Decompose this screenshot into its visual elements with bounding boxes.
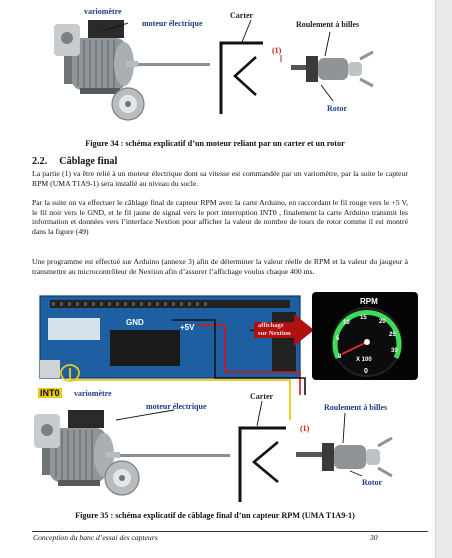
label-variometre-bottom: variomètre [74,389,112,398]
label-variometre-top: variomètre [84,7,122,16]
gauge-tick-15: 15 [360,315,367,321]
label-moteur-top: moteur électrique [142,19,203,28]
footer-title: Conception du banc d’essai des capteurs [33,533,158,542]
paragraph-3: Une programme est effectué sur Arduino (annexe 3) afin de déterminer la valeur réelle de RPM et la valeur du jaugeur à transmettre au microcontrôleur de Nextion afin d’assurer l’affichage voulus chaque 400 ms. [32,257,408,276]
page-number: 30 [370,533,378,542]
label-marker-bottom: (1) [300,424,310,433]
carter-shape-bottom [240,401,286,502]
label-roulement-bottom: Roulement à billes [324,403,388,412]
gauge-tick-20: 20 [379,319,386,325]
gauge-multiplier: X 100 [356,357,372,363]
figure-34-caption: Figure 34 : schéma explicatif d’un moteur reliant par un carter et un rotor [85,139,345,148]
vertical-scrollbar[interactable] [435,0,452,558]
label-affichage: affichage [258,322,284,329]
gauge-tick-10: 10 [343,320,350,326]
label-moteur-bottom: moteur électrique [146,402,207,411]
pulley-icon-bottom [105,461,139,495]
paragraph-2: Par la suite on va effectuer le câblage final de capteur RPM avec la carte Arduino, en raccordant le fil rouge vers le +5 V, le fil noir vers le GND, et le fil jaune de signal vers le port interruption INT0 , finalement la carte Arduino transmit les information et données vers l’interface Nextion pour afficher la valeur de nombre de tours de rotor comme il est montré dans la figure (49) [32,198,408,236]
gauge-title: RPM [360,297,378,306]
label-plus5v: +5V [180,323,195,332]
label-rotor-top: Rotor [327,104,347,113]
gauge-tick-5: 5 [336,336,340,342]
gauge-value: 0 [364,368,368,375]
label-marker-top: (1) [272,46,282,55]
figure-35-caption: Figure 35 : schéma explicatif de câblage final d’un capteur RPM (UMA T1A9-1) [75,511,355,520]
rotor-icon-bottom [296,413,392,476]
label-sur-nextion: sur Nextion [258,330,291,337]
gauge-tick-25: 25 [389,332,396,338]
label-rotor-bottom: Rotor [362,478,382,487]
shaft-bottom [120,454,230,457]
label-int0: INT0 [40,388,60,398]
paragraph-1: La partie (1) va être relié à un moteur électrique dont sa vitesse est commandée par un variomètre, par la suite le capteur RPM (UMA T1A9-1) sera installé au niveau du socle. [32,169,408,188]
label-gnd: GND [126,318,144,327]
section-number: 2.2. [32,156,48,167]
section-title: Câblage final [59,156,118,167]
label-roulement-top: Roulement à billes [296,20,360,29]
variometer-icon-bottom [34,414,60,448]
label-carter-bottom: Carter [250,392,274,401]
label-carter-top: Carter [230,11,254,20]
gauge-tick-30: 30 [391,348,398,354]
footer-divider [32,531,428,532]
gauge-tick-0: 0 [338,354,342,360]
